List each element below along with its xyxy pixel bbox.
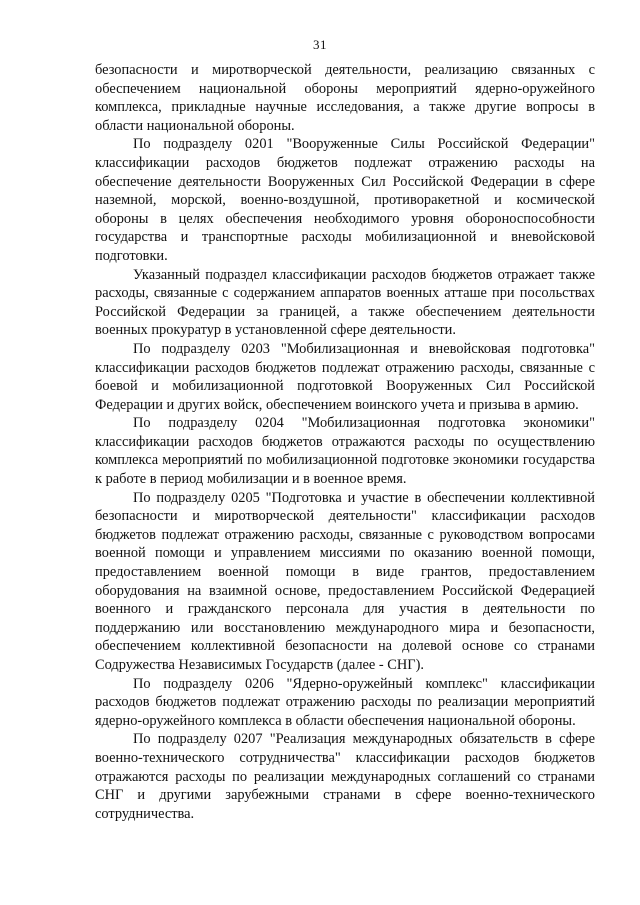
paragraph-0207: По подразделу 0207 "Реализация международных обязательств в сфере военно-технического сотрудничества" классификации расходов бюджетов отражаются расходы по реализации международных соглашений со странами СНГ и другими зарубежными странами в сфере военно-технического сотрудничества. [95,731,595,822]
body-text [95,61,595,823]
page-number: 31 [313,37,327,52]
paragraph-0201-attache: Указанный подраздел классификации расходов бюджетов отражает также расходы, связанные с содержанием аппаратов военных атташе при посольствах Российской Федерации за границей, а также обеспечением деятельности военных прокуратур в установленной сфере деятельности. [95,266,595,339]
paragraph-0203: По подразделу 0203 "Мобилизационная и вневойсковая подготовка" классификации расходов бюджетов подлежат отражению расходы, связанные с боевой и мобилизационной подготовкой Вооруженных Сил Российской Федерации и других войск, обеспечением воинского учета и призыва в армию. [95,340,595,413]
paragraph-0206: По подразделу 0206 "Ядерно-оружейный комплекс" классификации расходов бюджетов подлежат отражению расходы по реализации мероприятий ядерно-оружейного комплекса в области обеспечения национальной обороны. [95,675,595,729]
paragraph-0201: По подразделу 0201 "Вооруженные Силы Российской Федерации" классификации расходов бюджетов подлежат отражению расходы на обеспечение деятельности Вооруженных Сил Российской Федерации в сфере наземной, морской, военно-воздушной, противоракетной и космической обороны в целях обеспечения необходимого уровня обороноспособности государства и транспортные расходы мобилизационной и вневойсковой подготовки. [95,136,595,264]
paragraph-0204: По подразделу 0204 "Мобилизационная подготовка экономики" классификации расходов бюджетов отражаются расходы по осуществлению комплекса мероприятий по мобилизационной подготовке экономики государства к работе в период мобилизации и в военное время. [95,415,595,488]
paragraph-continuation: безопасности и миротворческой деятельности, реализацию связанных с обеспечением национальной обороны мероприятий ядерно-оружейного комплекса, прикладные научные исследования, а также другие вопросы в области национальной обороны. [95,62,595,134]
paragraph-0205: По подразделу 0205 "Подготовка и участие в обеспечении коллективной безопасности и миротворческой деятельности" классификации расходов бюджетов подлежат отражению расходы, связанные с руководством вопросами военной помощи и управлением миссиями по оказанию военной помощи, предоставлением военной помощи в виде грантов, предоставлением оборудования на взаимной основе, предоставлением Российской Федерацией военного и гражданского персонала для участия в деятельности по поддержанию или восстановлению международного мира и безопасности, обеспечением коллективной безопасности на долевой основе со странами Содружества Независимых Государств (далее - СНГ). [95,489,595,673]
